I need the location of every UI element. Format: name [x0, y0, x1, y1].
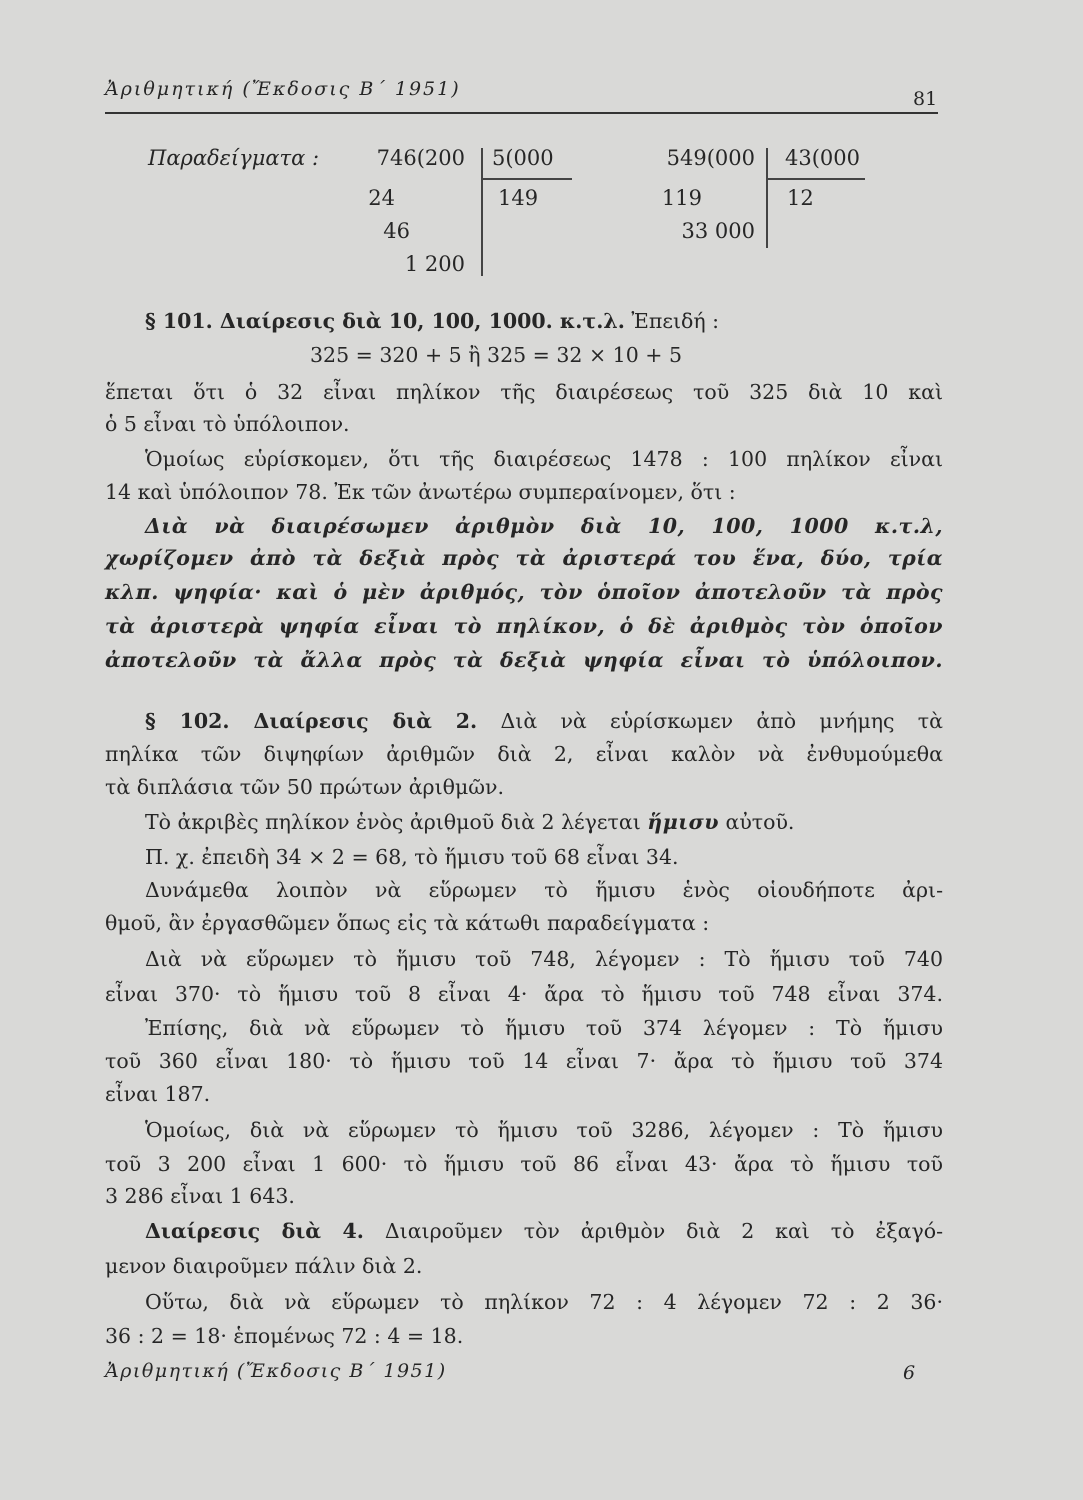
- paragraph-line: Τὸ ἀκριβὲς πηλίκον ἑνὸς ἀριθμοῦ διὰ 2 λέγεται ἥμισυ αὐτοῦ.: [145, 810, 795, 834]
- paragraph-line: 3 286 εἶναι 1 643.: [105, 1184, 295, 1208]
- paragraph-line: μενον διαιροῦμεν πάλιν διὰ 2.: [105, 1254, 423, 1278]
- division-step: 46: [383, 219, 410, 243]
- division-step: 119: [661, 186, 702, 210]
- paragraph-line: πηλίκα τῶν διψηφίων ἀριθμῶν διὰ 2, εἶναι καλὸν νὰ ἐνθυμούμεθα: [105, 742, 943, 766]
- rule-line: ἀποτελοῦν τὰ ἄλλα πρὸς τὰ δεξιὰ ψηφία εἶναι τὸ ὑπόλοιπον.: [105, 648, 943, 672]
- paragraph-line: 36 : 2 = 18· ἑπομένως 72 : 4 = 18.: [105, 1324, 464, 1348]
- paragraph-line: τὰ διπλάσια τῶν 50 πρώτων ἀριθμῶν.: [105, 775, 504, 799]
- paragraph-line: ὁ 5 εἶναι τὸ ὑπόλοιπον.: [105, 412, 350, 436]
- section-title: § 101. Διαίρεσις διὰ 10, 100, 1000. κ.τ.λ.: [145, 309, 625, 333]
- footer-title: Ἀριθμητική (Ἔκδοσις Β΄ 1951): [105, 1360, 447, 1382]
- section-title: Διαίρεσις διὰ 4.: [145, 1219, 364, 1243]
- divisor: 5(000: [492, 146, 554, 170]
- paragraph-line: Ὁμοίως εὑρίσκομεν, ὅτι τῆς διαιρέσεως 1478 : 100 πηλίκον εἶναι: [145, 447, 943, 471]
- signature-mark: 6: [903, 1362, 916, 1384]
- paragraph-line: τοῦ 360 εἶναι 180· τὸ ἥμισυ τοῦ 14 εἶναι 7· ἄρα τὸ ἥμισυ τοῦ 374: [105, 1049, 943, 1073]
- paragraph-line: ἕπεται ὅτι ὁ 32 εἶναι πηλίκον τῆς διαιρέσεως τοῦ 325 διὰ 10 καὶ: [105, 380, 943, 404]
- paragraph-line: Οὕτω, διὰ νὰ εὕρωμεν τὸ πηλίκον 72 : 4 λέγομεν 72 : 2 36·: [145, 1290, 943, 1314]
- div4-heading: Διαίρεσις διὰ 4. Διαιροῦμεν τὸν ἀριθμὸν διὰ 2 καὶ τὸ ἐξαγό-: [145, 1219, 943, 1243]
- paragraph-line: Ἐπίσης, διὰ νὰ εὕρωμεν τὸ ἥμισυ τοῦ 374 λέγομεν : Τὸ ἥμισυ: [145, 1016, 943, 1040]
- rule-line: Διὰ νὰ διαιρέσωμεν ἀριθμὸν διὰ 10, 100, 1000 κ.τ.λ,: [145, 514, 943, 538]
- division-step: 24: [368, 186, 395, 210]
- paragraph-line: θμοῦ, ἂν ἐργασθῶμεν ὅπως εἰς τὰ κάτωθι παραδείγματα :: [105, 911, 710, 935]
- equation: 325 = 320 + 5 ἢ 325 = 32 × 10 + 5: [310, 343, 683, 367]
- divisor: 43(000: [785, 146, 860, 170]
- division-step: 1 200: [404, 252, 465, 276]
- running-header: Ἀριθμητική (Ἔκδοσις Β΄ 1951): [105, 78, 461, 100]
- paragraph-line: τοῦ 3 200 εἶναι 1 600· τὸ ἥμισυ τοῦ 86 εἶναι 43· ἄρα τὸ ἥμισυ τοῦ: [105, 1152, 943, 1176]
- quotient: 149: [498, 186, 539, 210]
- paragraph-line: Διὰ νὰ εὕρωμεν τὸ ἥμισυ τοῦ 748, λέγομεν : Τὸ ἥμισυ τοῦ 740: [145, 947, 943, 971]
- section-102-heading: § 102. Διαίρεσις διὰ 2. Διὰ νὰ εὑρίσκωμεν ἀπὸ μνήμης τὰ: [145, 709, 943, 733]
- paragraph-line: Ὁμοίως, διὰ νὰ εὕρωμεν τὸ ἥμισυ τοῦ 3286, λέγομεν : Τὸ ἥμισυ: [145, 1118, 943, 1142]
- paragraph-line: Δυνάμεθα λοιπὸν νὰ εὕρωμεν τὸ ἥμισυ ἑνὸς οἱουδήποτε ἀρι-: [145, 878, 943, 902]
- paragraph-line: εἶναι 187.: [105, 1082, 211, 1106]
- dividend: 549(000: [666, 146, 755, 170]
- division-step: 33 000: [681, 219, 755, 243]
- division-bar-horizontal: [767, 178, 865, 180]
- rule-line: τὰ ἀριστερὰ ψηφία εἶναι τὸ πηλίκον, ὁ δὲ ἀριθμὸς τὸν ὁποῖον: [105, 614, 943, 638]
- dividend: 746(200: [376, 146, 465, 170]
- division-bar-horizontal: [482, 178, 572, 180]
- quotient: 12: [787, 186, 814, 210]
- examples-label: Παραδείγματα :: [148, 146, 320, 170]
- paragraph-line: 14 καὶ ὑπόλοιπον 78. Ἐκ τῶν ἀνωτέρω συμπεραίνομεν, ὅτι :: [105, 480, 736, 504]
- section-title: § 102. Διαίρεσις διὰ 2.: [145, 709, 478, 733]
- division-bar-vertical: [766, 148, 768, 248]
- header-rule: [105, 112, 938, 114]
- paragraph-line: εἶναι 370· τὸ ἥμισυ τοῦ 8 εἶναι 4· ἄρα τὸ ἥμισυ τοῦ 748 εἶναι 374.: [105, 982, 943, 1006]
- section-101-heading: § 101. Διαίρεσις διὰ 10, 100, 1000. κ.τ.λ. Ἐπειδή :: [145, 309, 720, 333]
- division-bar-vertical: [481, 148, 483, 276]
- paragraph-line: Π. χ. ἐπειδὴ 34 × 2 = 68, τὸ ἥμισυ τοῦ 68 εἶναι 34.: [145, 845, 679, 869]
- rule-line: κλπ. ψηφία· καὶ ὁ μὲν ἀριθμός, τὸν ὁποῖον ἀποτελοῦν τὰ πρὸς: [105, 580, 943, 604]
- page-number: 81: [913, 88, 938, 110]
- rule-line: χωρίζομεν ἀπὸ τὰ δεξιὰ πρὸς τὰ ἀριστερά του ἕνα, δύο, τρία: [105, 546, 943, 570]
- term-hemisy: ἥμισυ: [647, 810, 719, 834]
